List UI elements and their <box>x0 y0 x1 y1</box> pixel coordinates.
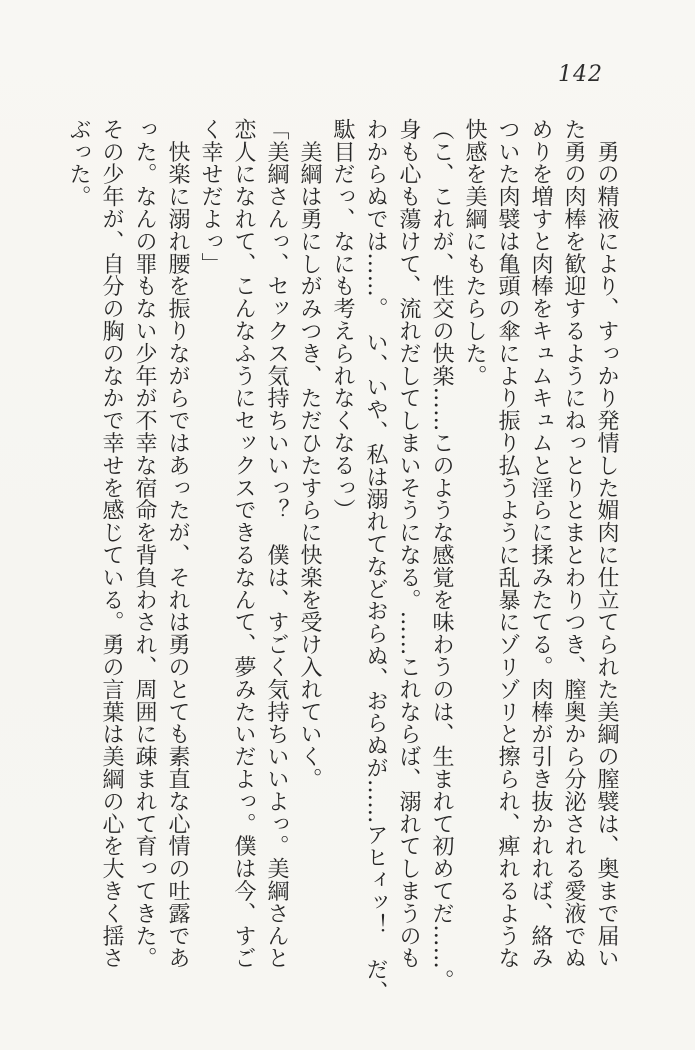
text-column: 快楽に溺れ腰を振りながらではあったが、それは勇のとても素直な心情の吐露であ <box>165 118 190 970</box>
page-number: 142 <box>558 62 603 87</box>
text-column: 恋人になれて、こんなふうにセックスできるなんて、夢みたいだよっ。僕は今、すご <box>231 118 256 970</box>
text-column: 駄目だっ、なにも考えられなくなるっ） <box>330 118 355 522</box>
text-column: （こ、これが、性交の快楽……このような感覚を味わうのは、生まれて初めてだ……。 <box>429 118 454 992</box>
text-column: ぶった。 <box>66 118 91 208</box>
text-block <box>62 118 623 1003</box>
text-column: 身も心も蕩けて、流れだしてしまいそうになる。……これならば、溺れてしまうのも <box>396 118 421 970</box>
text-column: た勇の肉棒を歓迎するようにねっとりとまとわりつき、膣奥から分泌される愛液でぬ <box>561 118 586 970</box>
text-column: 美綱は勇にしがみつき、ただひたすらに快楽を受け入れていく。 <box>297 118 322 790</box>
text-column: 快感を美綱にもたらした。 <box>462 118 487 387</box>
text-column: く幸せだよっ」 <box>198 118 223 275</box>
text-column: わからぬでは……。 い、いや、私は溺れてなどおらぬ、おらぬが……アヒィッ！ だ、 <box>363 118 388 1003</box>
text-column: 勇の精液により、すっかり発情した媚肉に仕立てられた美綱の膣襞は、奥まで届い <box>594 118 619 970</box>
text-column: った。なんの罪もない少年が不幸な宿命を背負わされ、周囲に疎まれて育ってきた。 <box>132 118 157 970</box>
text-column: 「美綱さんっ、セックス気持ちいいっ？ 僕は、すごく気持ちいいよっ。美綱さんと <box>264 118 289 970</box>
text-column: ついた肉襞は亀頭の傘により振り払うように乱暴にゾリゾリと擦られ、痺れるような <box>495 118 520 970</box>
text-column: めりを増すと肉棒をキュムキュムと淫らに揉みたてる。肉棒が引き抜かれれば、絡み <box>528 118 553 970</box>
text-column: その少年が、自分の胸のなかで幸せを感じている。勇の言葉は美綱の心を大きく揺さ <box>99 118 124 970</box>
